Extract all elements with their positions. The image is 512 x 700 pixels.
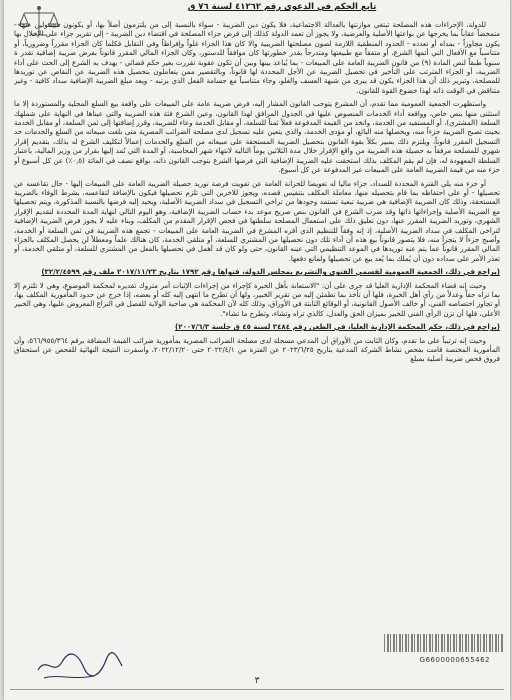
case-header: تابع الحكم في الدعوى رقم ٤١٢٦٢ لسنة ٧٦ ق <box>187 2 377 12</box>
paragraph: وحيث إنه قضاء المحكمة الإدارية العليا قد جرى على أن: "الاستعانة بأهل الخبرة كإجراء من إجراءات الإثبات أمر متروك تقديره لمحكمة الموضوع، وهي لا تلتزم إلا بما تراه حقاً وعدلاً من رأي أهل الخبرة، فلها أن تأخذ بما تطمئن إليه من تقرير الخبير، ولها أن تطرح ما انتهى إليه كله أو بعضه، إذا خرج عن حدود المأمورية المكلف بها، أو تجاوز اختصاصه الفني، أو خالف الأصول القانونية، أو الوقائع الثابتة في الأوراق، وذلك كله لأن المحكمة هي صاحبة الولاية للفصل في النزاع المعروض عليها، وهي الخبير الأعلى، فلها أن تزن الرأي الفني للخبير بميزان الحق والعدل، كالذي تراه وتشاء، وتطرح ما تشاء". <box>14 280 500 318</box>
paragraph: وحيث إنه ترتيباً على ما تقدم، وكان الثابت من الأوراق أن المدعي مسجلة لدى مصلحة الضرائب المصرية بمأمورية ضرائب القيمة المضافة برقم ٥٦٦/٩٥٥/٣٦٤، وأن المأمورية المختصة قامت بفحص نشاط الشركة المدعية بتاريخ ٢٠٢٣/٦/٢٥ عن الفترة من ٢٠٢٢/٤/١ حتى ٢٠٢٢/١٢/٢٠، واسفرت النتيجة النهائية للفحص عن استحقاق فروق فحص ضريبة أصلية بمبلغ <box>14 335 500 364</box>
bottom-strip <box>10 689 504 698</box>
paragraph: أو جزء منه يلي الفترة المحددة للسداد، جزاء ماليا له تعويضا للخزانة العامة عن تفويت فرصة توريد حصيلة الضريبة العامة على المبيعات إليها - حال تقاعسه عن تحصيلها - أو على احتفاظه بما قام بتحصيله منها، معاملة المكلف بتنفيس قصده، ويجوز للاخرين التي تلزم تحصيلها فيكون بالإضافة لتقاعسه، بشرط الوفاء بالضريبة المستحقة، وذلك كان الضريبة الإضافية هي ضريبة تبعية تستمد وجودها من تراخي التسجيل في سداد الضريبة الأصلية، ويحيد إليه فرضها بالنسبة المذكورة، ويتم تحصيلها مع الضريبة الأصلية وإجراءاتها ذاتها وقد ضرب الشرع في القانون بنص صريح موعد بدء حساب الضريبة الإضافية، وهو اليوم التالي لنهاية المدة المحددة لتقديم الإقرار الشهري، وتوريد الضريبة المقرر عنها، دون تعليق ذلك على استعمال المصلحة سلطتها في فحص الإقرار المقدم من المكلف، وبناء عليه لا يجوز فرض الضريبة الإضافية لتراخى المكلف في سداد الضريبة الأصلية، إذ إنه وفقاً للتنظيم الذي أقره المشرع في الضريبة العامة على المبيعات - تجمع هذه الضريبة في ثمن السلعة أو الخدمة، وأصبح جزءاً لا يتجزأ منه، فلا يتصور قانوناً بيع هذه أن أداء تلك دون تحصيلها من المشتري للسلعة، أو متلقي الخدمة، كان هنالك علماً ومعطلاً لن يحصل المكلف بالجزاء المالي المقرر قانوناً عما يتم عنه توريدها في الموعد التنظيمي التي عينه القانون، حتى ولو كان قد أهمل في تحصيلها بالفعل من المشتري للسلعة، أو متلقي الخدمة، أو تعذر الأمر على سداده دون أن يُملك بما يُعد بيع عن تحصيلها ولمانع دفعها. <box>14 178 500 263</box>
court-reference: (يراجع في ذلك، حكم المحكمة الإدارية العليا، في الطعن رقم ٣٤٨٤ لسنة ٤٥ ق جلسة ٢٠٠٧/٦/٣) <box>175 322 500 332</box>
judgment-body <box>14 20 500 640</box>
barcode <box>384 634 504 652</box>
serial-number: G6600000655462 <box>419 656 490 664</box>
fatwa-reference: (يراجع في ذلك، الجمعية العمومية لقسمي الفتوى والتشريع بمجلس الدولة، فتواها رقم ١٧٩٢ بتاريخ ٢٠١٧/١١/٢٣ ملف رقم ٣٢/٢/٤٥٩٩) <box>41 267 500 277</box>
page-footer <box>4 630 510 700</box>
document-page <box>4 0 510 700</box>
page-number: ٣ <box>254 676 260 686</box>
paragraph: واستظهرت الجمعية العمومية مما تقدم، أن المشرع يتوجب القانون المشار إليه، فرض ضريبة عامة على المبيعات على واقعة بيع السلع المحلية والمستوردة إلا ما استثنى منها بنص خاص، وواقعة أداء الخدمات المنصوص عليها في الجدول المرافق لهذا القانون، وعين الشرع فئة هذه الضريبة والتي عيناها في النهاية على شملهك السلعة (المشتري)، أو المستفيد من الخدمة، واتخذ من القيمة المدفوعة فعلاً ثمناً للسلعة، أو مقابل الخدمة وعاء للضريبة، وقرر إضافتها إلى ثمن السلعة، أو مقابل الخدمة بحيث تصبح الضريبة جزءاً منه، ويحصلها منه البائع، أو مؤدى الخدمة، والذي يتعين عليه تسجيل لدى مصلحة الضرائب المصرية متى بلغت مبيعاته من السلع والخدمات حد التسجيل المقرر قانوناً، ويلتزم ذلك بمبير بكلاً بقوة القانون بتحصيل الضريبة المستحقة على مبيعاته من السلع والخدمات إعمالاً لتكليف الشرع له بذلك، بتقديم إقرار شهري للمصلحة مرفقاً به حصيلة هذه الضريبة من واقع الإقرار خلال مدة الثلاثين يوماً التالية لانتهاء شهر المحاسبة، أو المدة التي تُمد إليها بقرار من وزير المالية، باعتبار السلطة المعهودة له، فإن لم يقم المكلف بذلك استحقت عليه الضريبة الإضافية التي فرضها الشرع بتوجب القانون ذاته، بواقع نصف في المائة (٠,٥٪) عن كل أسبوع أو جزء منه من قيمة الضريبة العامة على المبيعات غير المدفوعة عن كل أسبوع. <box>14 99 500 175</box>
handwritten-signature <box>34 646 124 684</box>
paragraph: للدولة، الإجراءات هذه المصلحة تبتغي موازنتها بالعدالة الاجتماعية، فلا يكون دين الضريبة - سواء بالنسبة إلى من يلتزمون أصلاً بها، أو يكونون مسئولين عنها - متمخضاً عقاباً بما يخرجها عن بواعثها الأصلية والعرضية، ولا يجوز أن تعمد الدولة كذلك إلى فرض جزاء المصلحة في اقتضاء دين الضريبة - إلى تقرير جزاء على الإخلال بها يكون مجاوزاً - بمداه أو تعدده - الحدود المنطقية اللازمة لصون مصلحتها الضريبية والا كان هذا الجزاء غلواً وإفراطاً وفي التقابل فكلما كان الجزاء مقرراً وضرورياً، أو متناسباً مع الأفعال التي أتمها الشرع، أو متفقاً مع طبيعتها ومتدرجاً بقدر خطورتها كان موافقاً للدستور، وكان الجزاء المالي المقرر قانوناً بفرض ضريبة إضافية تقدر ة سنوياً طبقاً لنص المادة (٩) من قانون الضريبة العامة على المبيعات - بما يُباعد بينها وبين أن تكون عقوبة تقررت بغير حكم قضائي - يهدف به الشرع إلى الحث على أداء الضريبة، أو الجزاء المترتب على التأخير في تحصيل الضريبة عن الأجل المحددة لها قانوناً، وبالتقصير ممن يتعاملون بتحصيل هذه الضريبة عن النقاص عن توريدها للمصلحة، وتبرير ذلك أن هذا الجزاء يكون قد يبرى من شبهة العسف والغلو، وجاء متناسباً مع جسامة الفعل الذي يرتبه - ويعد مبلغ الضريبة الإضافية سداد كافية - وغير متناقض في الوقت ذاته لهذا خضوع القوة للقانون. <box>14 20 500 95</box>
